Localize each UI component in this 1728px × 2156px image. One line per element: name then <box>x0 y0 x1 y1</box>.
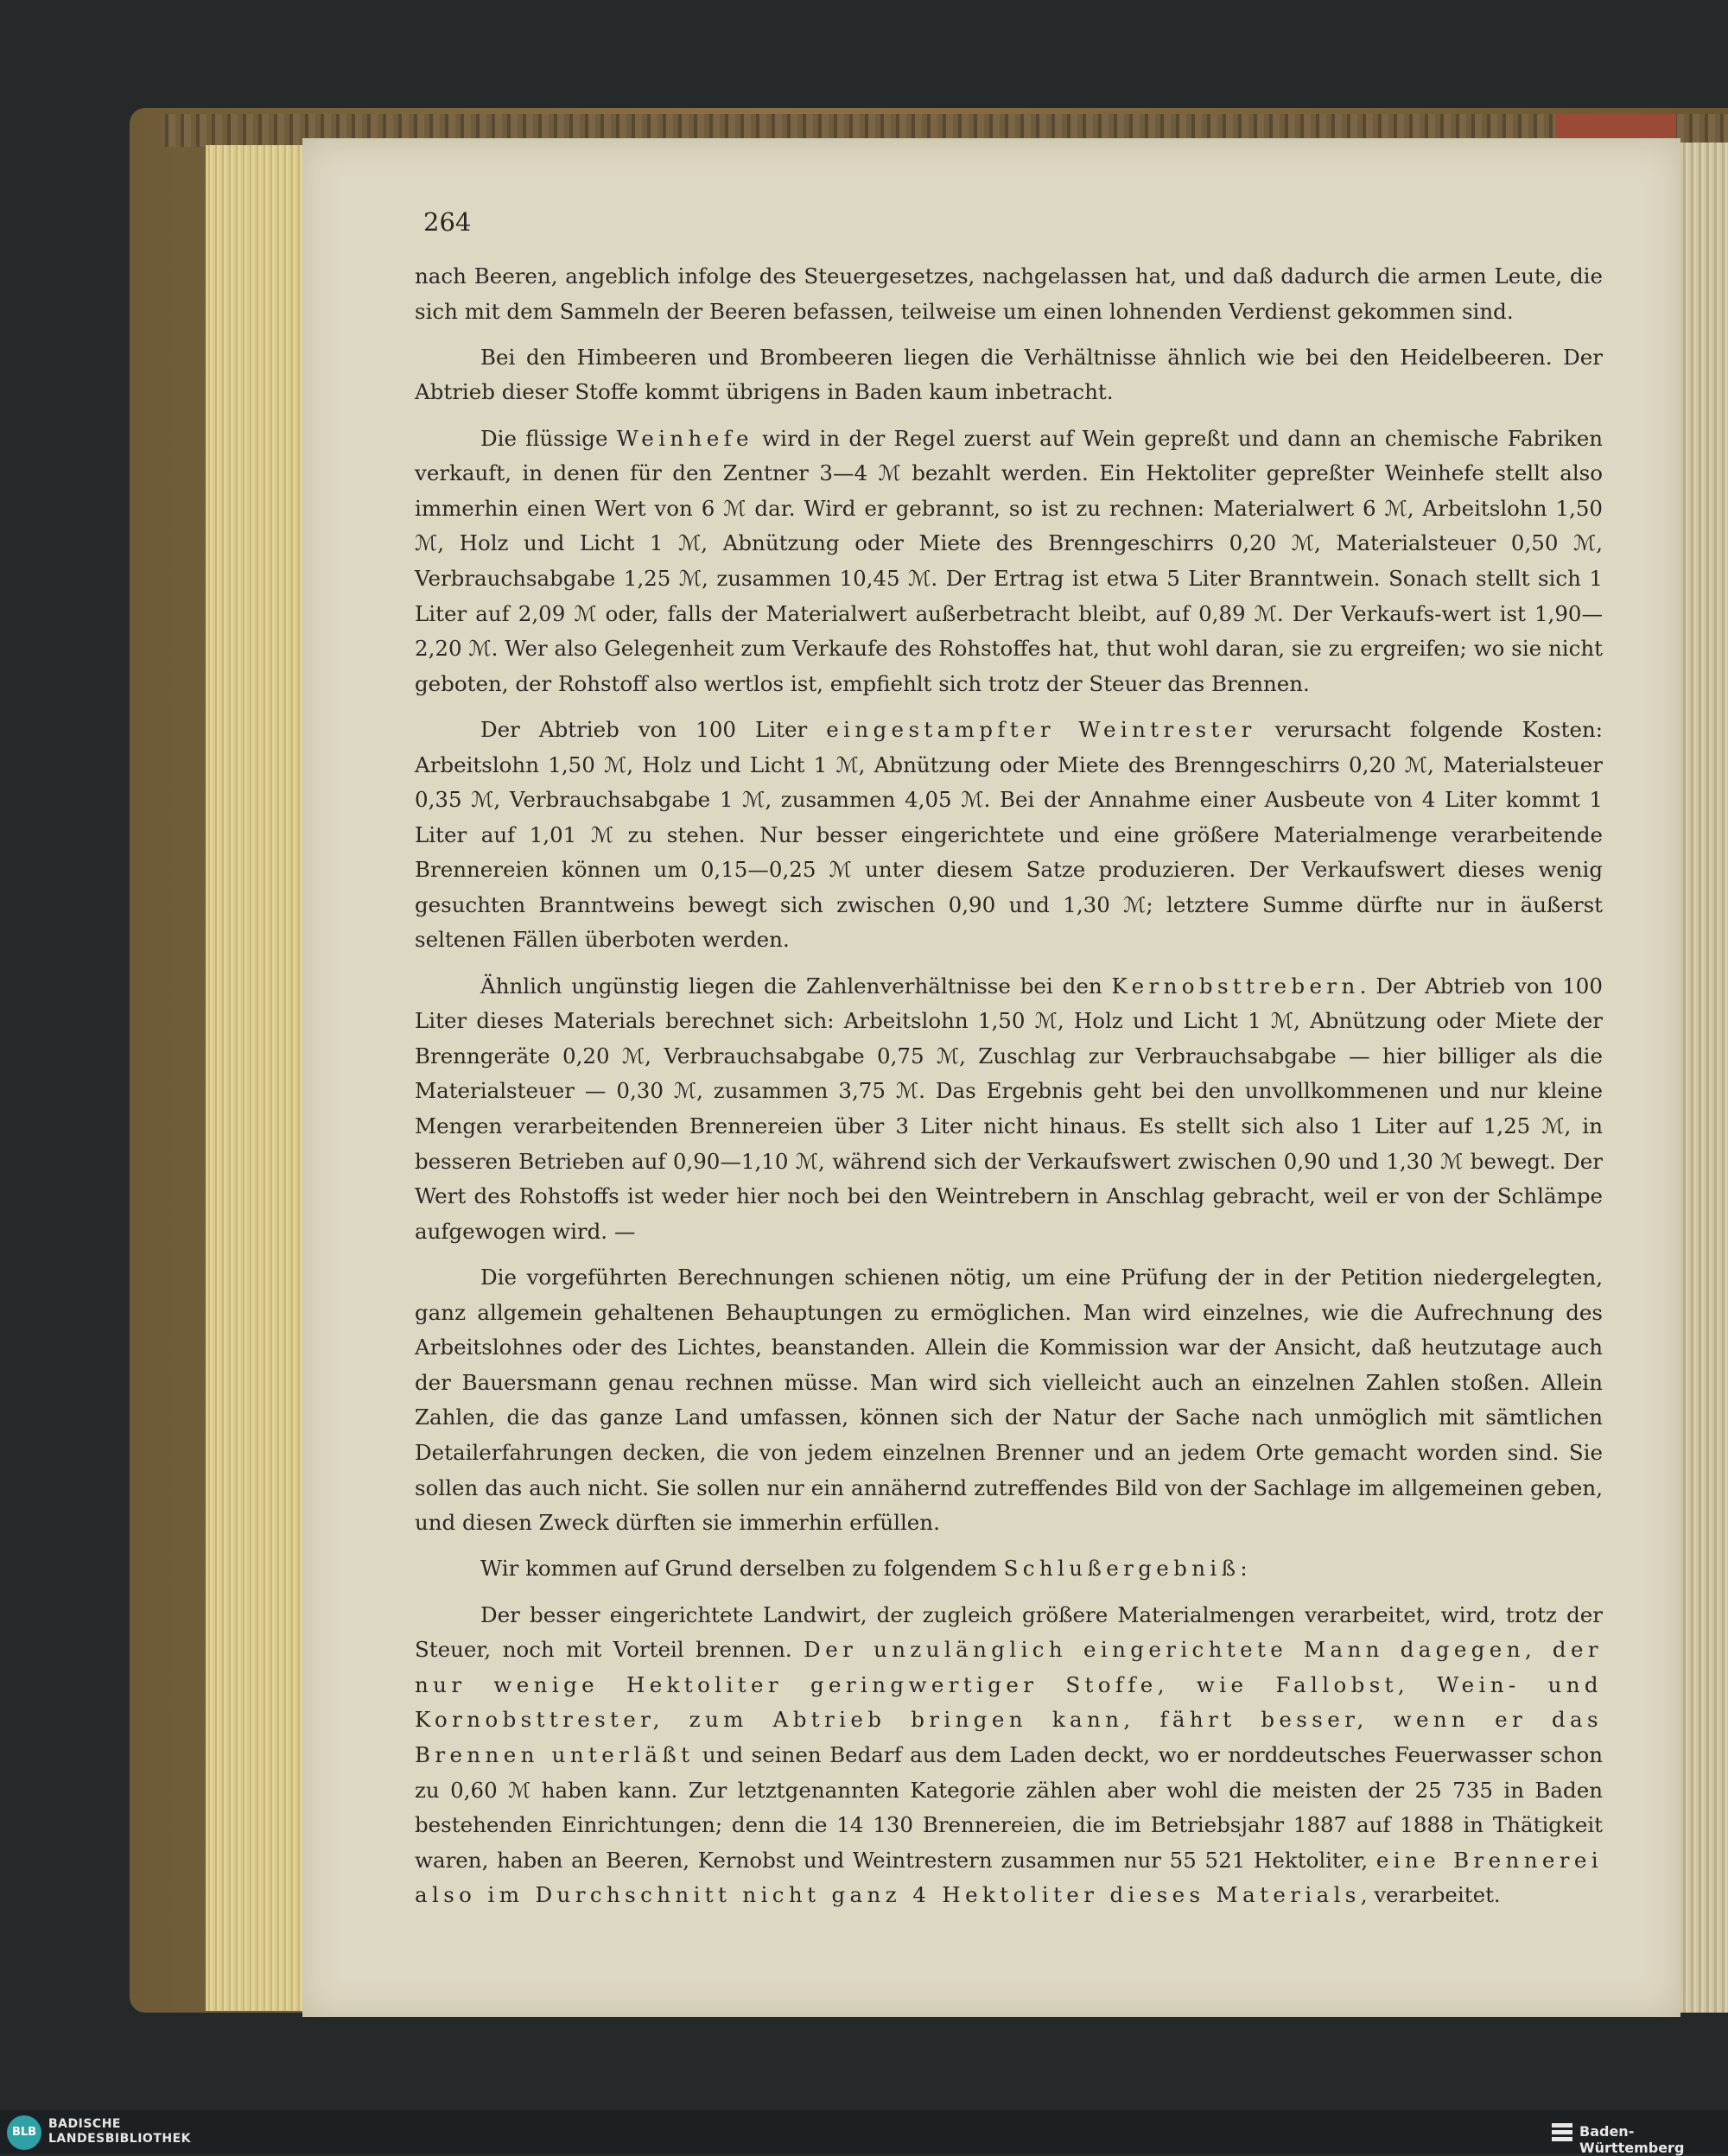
paragraph <box>415 1260 1603 1541</box>
paragraph-text: Bei den Himbeeren und Brombeeren liegen die Verhältnisse ähnlich wie bei den Heidelbeeren. Der Abtrieb dieser Stoffe kommt übrigens in Baden kaum inbetracht. <box>415 344 1603 405</box>
paragraph <box>415 340 1603 410</box>
spaced-emphasis-text: Weinhefe <box>616 425 753 451</box>
paragraph <box>415 259 1603 329</box>
library-name[interactable] <box>48 2117 191 2146</box>
page-text <box>415 259 1603 1924</box>
paragraph-text: : <box>1240 1556 1248 1582</box>
spaced-emphasis-text: Kernobsttrebern <box>1111 973 1360 999</box>
paragraph-text: Ähnlich ungünstig liegen die Zahlenverhältnisse bei den <box>480 973 1112 999</box>
spaced-emphasis-text: Schlußergebniß <box>1003 1556 1241 1582</box>
paragraph-text: nach Beeren, angeblich infolge des Steuergesetzes, nachgelassen hat, und daß dadurch die armen Leute, die sich mit dem Sammeln der Beeren befassen, teilweise um einen lohnenden Verdienst gekommen sind. <box>415 263 1603 324</box>
viewer-footer <box>0 2110 1728 2156</box>
library-name-line2: LANDESBIBLIOTHEK <box>48 2132 192 2146</box>
page-edges-left <box>206 145 302 2011</box>
spaced-emphasis-text: Der unzulänglich eingerichtete Mann dagegen, der nur wenige Hektoliter geringwertiger Stoffe, wie Fallobst, Wein- und Kornobsttrester, zum Abtrieb bringen kann, fährt besser, wenn er das Brennen unterläßt <box>415 1637 1604 1767</box>
paragraph-text: verursacht folgende Kosten: Arbeitslohn 1,50 ℳ, Holz und Licht 1 ℳ, Abnützung oder Miete des Brenngeschirrs 0,20 ℳ, Materialsteuer 0,35 ℳ, Verbrauchsabgabe 1 ℳ, zusammen 4,05 ℳ. Bei der Annahme einer Ausbeute von 4 Liter kommt 1 Liter auf 1,01 ℳ zu stehen. Nur besser eingerichtete und eine größere Materialmenge verarbeitende Brennereien können um 0,15—0,25 ℳ unter diesem Satze produzieren. Der Verkaufswert dieses wenig gesuchten Branntweins bewegt sich zwischen 0,90 und 1,30 ℳ; letztere Summe dürfte nur in äußerst seltenen Fällen überboten werden. <box>415 716 1603 953</box>
paragraph-text: Die flüssige <box>480 425 617 451</box>
spaced-emphasis-text: eine Brennerei also im Durchschnitt nicht ganz 4 Hektoliter dieses Materials <box>415 1847 1603 1908</box>
paragraph-text: Wir kommen auf Grund derselben zu folgendem <box>480 1556 1004 1582</box>
state-coat-of-arms-icon <box>1551 2121 1573 2143</box>
paragraph <box>415 713 1603 958</box>
paragraph <box>415 969 1603 1250</box>
blb-logo-icon[interactable]: BLB <box>7 2115 41 2150</box>
paragraph-text: Der besser eingerichtete Landwirt, der zugleich größere Materialmengen verarbeitet, wird, trotz der Steuer, noch mit Vorteil brennen. <box>415 1601 1603 1663</box>
paragraph <box>415 422 1603 702</box>
paragraph-text: Die vorgeführten Berechnungen schienen nötig, um eine Prüfung der in der Petition niedergelegten, ganz allgemein gehaltenen Behauptungen zu ermöglichen. Man wird einzelnes, wie die Aufrechnung des Arbeitslohnes oder des Lichtes, beanstanden. Allein die Kommission war der Ansicht, daß heutzutage auch der Bauersmann genau rechnen müsse. Man wird sich vielleicht auch an einzelnen Zahlen stoßen. Allein Zahlen, die das ganze Land umfassen, können sich der Natur der Sache nach unmöglich mit sämtlichen Detailerfahrungen decken, die von jedem einzelnen Brenner und an jedem Orte gemacht worden sind. Sie sollen das auch nicht. Sie sollen nur ein annähernd zutreffendes Bild von der Sachlage im allgemeinen geben, und diesen Zweck dürften sie immerhin erfüllen. <box>415 1265 1603 1536</box>
paragraph-text: , verarbeitet. <box>1360 1882 1501 1908</box>
paragraph-text: wird in der Regel zuerst auf Wein gepreßt und dann an chemische Fabriken verkauft, in denen für den Zentner 3—4 ℳ bezahlt werden. Ein Hektoliter gepreßter Weinhefe stellt also immerhin einen Wert von 6 ℳ dar. Wird er gebrannt, so ist zu rechnen: Materialwert 6 ℳ, Arbeitslohn 1,50 ℳ, Holz und Licht 1 ℳ, Abnützung oder Miete des Brenngeschirrs 0,20 ℳ, Materialsteuer 0,50 ℳ, Verbrauchsabgabe 1,25 ℳ, zusammen 10,45 ℳ. Der Ertrag ist etwa 5 Liter Branntwein. Sonach stellt sich 1 Liter auf 2,09 ℳ oder, falls der Materialwert außerbetracht bleibt, auf 0,89 ℳ. Der Verkaufs-wert ist 1,90—2,20 ℳ. Wer also Gelegenheit zum Verkaufe des Rohstoffes hat, thut wohl daran, sie zu ergreifen; wo sie nicht geboten, der Rohstoff also wertlos ist, empfiehlt sich trotz der Steuer das Brennen. <box>415 425 1603 696</box>
region-name[interactable]: Baden-Württemberg <box>1579 2123 1685 2156</box>
paragraph-text: und seinen Bedarf aus dem Laden deckt, wo er norddeutsches Feuerwasser schon zu 0,60 ℳ haben kann. Zur letztgenannten Kategorie zählen aber wohl die meisten der 25 735 in Baden bestehenden Einrichtungen; denn die 14 130 Brennereien, die im Betriebsjahr 1887 auf 1888 in Thätigkeit waren, haben an Beeren, Kernobst und Weintrestern zusammen nur 55 521 Hektoliter, <box>415 1741 1603 1873</box>
paragraph-text: Der Abtrieb von 100 Liter <box>480 716 827 742</box>
page-edges-right <box>1680 143 1728 2013</box>
paragraph <box>415 1551 1603 1587</box>
spaced-emphasis-text: eingestampfter Weintrester <box>826 716 1256 742</box>
paragraph-text: . Der Abtrieb von 100 Liter dieses Materials berechnet sich: Arbeitslohn 1,50 ℳ, Holz und Licht 1 ℳ, Abnützung oder Miete der Brenngeräte 0,20 ℳ, Verbrauchsabgabe 0,75 ℳ, Zuschlag zur Verbrauchsabgabe — hier billiger als die Materialsteuer — 0,30 ℳ, zusammen 3,75 ℳ. Das Ergebnis geht bei den unvollkommenen und nur kleine Mengen verarbeitenden Brennereien über 3 Liter nicht hinaus. Es stellt sich also 1 Liter auf 1,25 ℳ, in besseren Betrieben auf 0,90—1,10 ℳ, während sich der Verkaufswert zwischen 0,90 und 1,30 ℳ bewegt. Der Wert des Rohstoffs ist weder hier noch bei den Weintrebern in Anschlag gebracht, weil er von der Schlämpe aufgewogen wird. — <box>415 973 1603 1244</box>
page-number: 264 <box>423 207 472 237</box>
library-name-line1: BADISCHE <box>48 2117 121 2131</box>
paragraph <box>415 1598 1603 1913</box>
book-page <box>302 138 1680 2017</box>
